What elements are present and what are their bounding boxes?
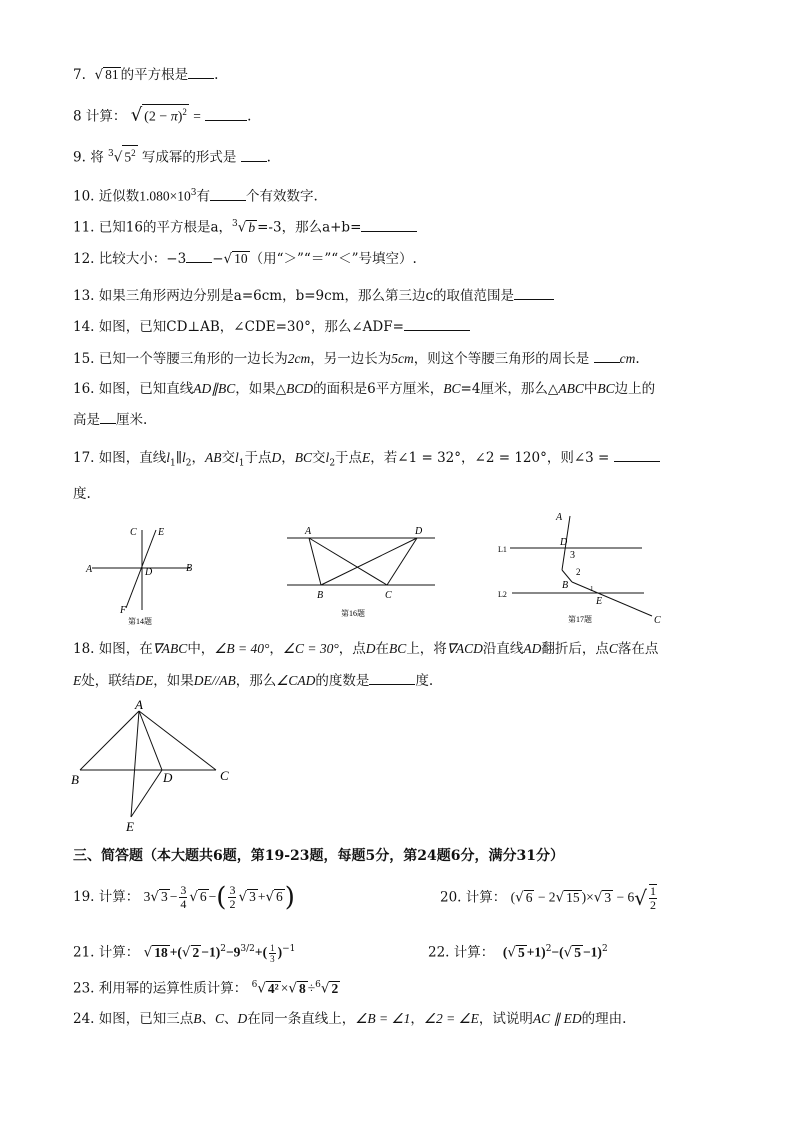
- question-17: 17. 如图，直线$l_1\parallel l_2$，AB交$l_1$于点D，BC交$l_2$于点E，若∠1 = 32°，∠2 = 120°，则∠3 =: [73, 449, 660, 473]
- label-B: B: [186, 563, 193, 574]
- question-24: 24. 如图，已知三点B、C、D在同一条直线上，∠B = ∠1，∠2 = ∠E，试说明AC ∥ ED的理由.: [73, 1011, 627, 1027]
- label-C: C: [385, 590, 392, 601]
- label-B: B: [317, 590, 324, 601]
- answer-blank: [241, 149, 267, 162]
- figure-caption: 第14题: [128, 617, 152, 626]
- question-18-line2: E处，联结DE，如果DE//AB，那么∠CAD的度数是 度.: [73, 673, 434, 689]
- label-C: C: [130, 527, 137, 538]
- label-A: A: [305, 526, 312, 537]
- answer-blank: [205, 108, 247, 121]
- question-15: 15. 已知一个等腰三角形的一边长为2cm，另一边长为5cm，则这个等腰三角形的周长是 cm.: [73, 351, 640, 367]
- question-11: 11. 已知16的平方根是a，$^3$√ b =-3，那么a+b=: [73, 215, 417, 237]
- answer-blank: [100, 411, 116, 424]
- question-18: 18. 如图，在∇ABC中，∠B = 40°，∠C = 30°，点D在BC上，将∇ACD沿直线AD翻折后，点C落在点: [73, 641, 659, 657]
- label-E: E: [126, 819, 134, 834]
- figure-14: [82, 518, 202, 630]
- question-16-line2: 高是 厘米.: [73, 412, 148, 428]
- question-21: 21. 计算： √ 18 +(√ $2 -1)^2-9^{3/2}+$( $\frac{1}{3}$ )$^{-1}$: [73, 942, 296, 964]
- answer-blank: [188, 66, 214, 79]
- section-heading: 三、简答题（本大题共6题，第19-23题，每题5分，第24题6分，满分31分）: [73, 848, 564, 864]
- question-10: 10. 近似数$1.080\times 10^3$有 个有效数字.: [73, 188, 318, 205]
- question-9: 9. 将 $^3$√ $5^2$ 写成幂的形式是 .: [73, 145, 271, 167]
- label-B: B: [562, 580, 569, 591]
- question-19: 19. 计算： 3√ 3 − $\frac{3}{4}$ √ 6 −( $\frac{3}{2}$ √ 3 +√ 6): [73, 882, 295, 913]
- label-D: D: [415, 526, 423, 537]
- answer-blank: [369, 672, 415, 685]
- question-13: 13. 如果三角形两边分别是a=6cm，b=9cm，那么第三边c的取值范围是: [73, 287, 554, 305]
- label-L2: L2: [498, 590, 507, 599]
- answer-blank: [210, 188, 246, 201]
- question-20: 20. 计算： (√ 6 − 2√ 15 )×√ 3 − 6√ $\frac{1}{2}$: [440, 884, 657, 912]
- angle-1-label: 1: [590, 585, 594, 593]
- angle-2-label: 2: [576, 567, 581, 577]
- angle-3-label: 3: [570, 550, 575, 561]
- label-B: B: [71, 772, 79, 787]
- figure-16: [283, 522, 443, 622]
- figure-caption: 第16题: [341, 609, 365, 618]
- label-C: C: [220, 768, 229, 783]
- label-D: D: [163, 770, 173, 785]
- answer-blank: [361, 219, 417, 232]
- figure-caption: 第17题: [568, 615, 592, 624]
- question-22: 22. 计算： (√ 5 +1)$^2$−(√ 5 −1)$^2$: [428, 944, 608, 961]
- figure-17: [494, 506, 674, 628]
- question-12: 12. 比较大小：−3 −√ 10 （用“＞”“＝”“＜”号填空）.: [73, 251, 417, 267]
- question-23: 23. 利用幂的运算性质计算： $^6$√ 4² ×√ 8 ÷$^6$√ 2: [73, 980, 339, 997]
- label-D: D: [145, 567, 153, 578]
- answer-blank: [614, 449, 660, 462]
- question-16: 16. 如图，已知直线AD∥BC，如果△BCD的面积是6平方厘米，BC=4厘米，那么△ABC中BC边上的: [73, 381, 656, 397]
- radicand: 81: [105, 67, 119, 82]
- question-8: 8 计算： √ $(2 - \pi)^2$ = .: [73, 104, 252, 126]
- answer-blank: [594, 350, 620, 363]
- answer-blank: [404, 318, 470, 331]
- label-D: D: [560, 537, 568, 548]
- label-A: A: [556, 512, 563, 523]
- label-A: A: [135, 700, 143, 712]
- answer-blank: [514, 287, 554, 300]
- label-C: C: [654, 615, 661, 626]
- question-7: 7. √ 81 的平方根是 .: [73, 67, 219, 83]
- label-E: E: [596, 596, 603, 607]
- label-F: F: [120, 605, 127, 616]
- answer-blank: [186, 250, 212, 263]
- question-17-line2: 度.: [73, 486, 91, 502]
- label-E: E: [158, 527, 165, 538]
- figure-18: [66, 700, 246, 835]
- label-A: A: [86, 564, 93, 575]
- label-L1: L1: [498, 545, 507, 554]
- question-14: 14. 如图，已知CD⊥AB，∠CDE=30°，那么∠ADF=: [73, 318, 470, 336]
